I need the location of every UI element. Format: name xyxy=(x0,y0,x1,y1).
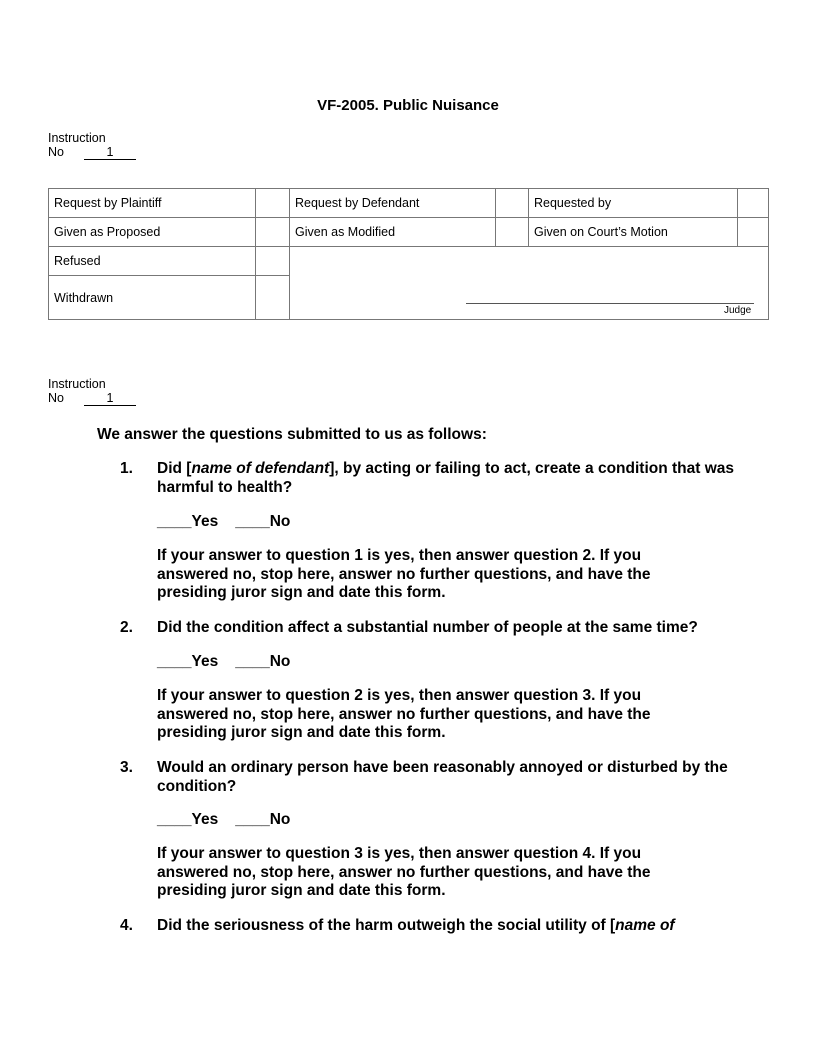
no-option[interactable]: ____No xyxy=(235,811,291,828)
no-label: No xyxy=(48,391,64,405)
no-option[interactable]: ____No xyxy=(235,513,291,530)
given-proposed-label: Given as Proposed xyxy=(49,218,256,247)
placeholder-italic: name of xyxy=(615,917,675,934)
answer-choices xyxy=(157,811,737,830)
withdrawn-checkbox[interactable] xyxy=(256,276,290,320)
question-1-instruction: If your answer to question 1 is yes, then answer question 2. If you answered no, stop here, answer no further questions, and have the presiding juror sign and date this form. xyxy=(157,547,651,601)
question-text-part: Did the seriousness of the harm outweigh the social utility of [ xyxy=(157,917,616,934)
placeholder-italic: name of defendant xyxy=(191,460,330,477)
question-number: 1. xyxy=(120,460,133,477)
yes-option[interactable]: ____Yes xyxy=(157,811,219,828)
instruction-label: Instruction xyxy=(48,377,106,391)
given-proposed-checkbox[interactable] xyxy=(256,218,290,247)
instruction-number-block xyxy=(48,131,136,160)
no-label: No xyxy=(48,145,64,159)
instruction-status-table xyxy=(48,188,769,320)
refused-checkbox[interactable] xyxy=(256,247,290,276)
judge-label: Judge xyxy=(724,305,752,316)
requested-by-checkbox[interactable] xyxy=(738,189,769,218)
given-modified-checkbox[interactable] xyxy=(496,218,529,247)
withdrawn-label: Withdrawn xyxy=(49,276,256,320)
request-plaintiff-checkbox[interactable] xyxy=(256,189,290,218)
page-title: VF-2005. Public Nuisance xyxy=(317,97,499,114)
intro-text: We answer the questions submitted to us as follows: xyxy=(97,426,487,443)
answer-choices xyxy=(157,653,737,672)
question-text-part: Did [ xyxy=(157,460,192,477)
instruction-number-block-2 xyxy=(48,377,136,406)
question-number: 2. xyxy=(120,619,133,636)
request-defendant-label: Request by Defendant xyxy=(290,189,496,218)
requested-by-label: Requested by xyxy=(529,189,738,218)
instruction-label: Instruction xyxy=(48,131,106,145)
instruction-number: 1 xyxy=(84,145,136,160)
given-modified-label: Given as Modified xyxy=(290,218,496,247)
question-text-part: ], by acting or failing to act, create a condition that was harmful to health? xyxy=(157,460,735,496)
given-court-label: Given on Court’s Motion xyxy=(529,218,738,247)
question-4-text xyxy=(157,917,737,936)
yes-option[interactable]: ____Yes xyxy=(157,653,219,670)
request-defendant-checkbox[interactable] xyxy=(496,189,529,218)
question-3-instruction: If your answer to question 3 is yes, then answer question 4. If you answered no, stop here, answer no further questions, and have the presiding juror sign and date this form. xyxy=(157,845,651,899)
instruction-number: 1 xyxy=(84,391,136,406)
answer-choices xyxy=(157,513,737,532)
question-2-instruction: If your answer to question 2 is yes, then answer question 3. If you answered no, stop here, answer no further questions, and have the presiding juror sign and date this form. xyxy=(157,687,651,741)
judge-signature-area xyxy=(290,247,769,320)
yes-option[interactable]: ____Yes xyxy=(157,513,219,530)
question-2-text: Did the condition affect a substantial number of people at the same time? xyxy=(157,619,698,636)
question-1-text xyxy=(157,460,737,497)
question-number: 3. xyxy=(120,759,133,776)
question-number: 4. xyxy=(120,917,133,934)
question-3-text: Would an ordinary person have been reasonably annoyed or disturbed by the condition? xyxy=(157,759,728,795)
judge-signature-line[interactable] xyxy=(466,303,754,304)
no-option[interactable]: ____No xyxy=(235,653,291,670)
request-plaintiff-label: Request by Plaintiff xyxy=(49,189,256,218)
given-court-checkbox[interactable] xyxy=(738,218,769,247)
refused-label: Refused xyxy=(49,247,256,276)
